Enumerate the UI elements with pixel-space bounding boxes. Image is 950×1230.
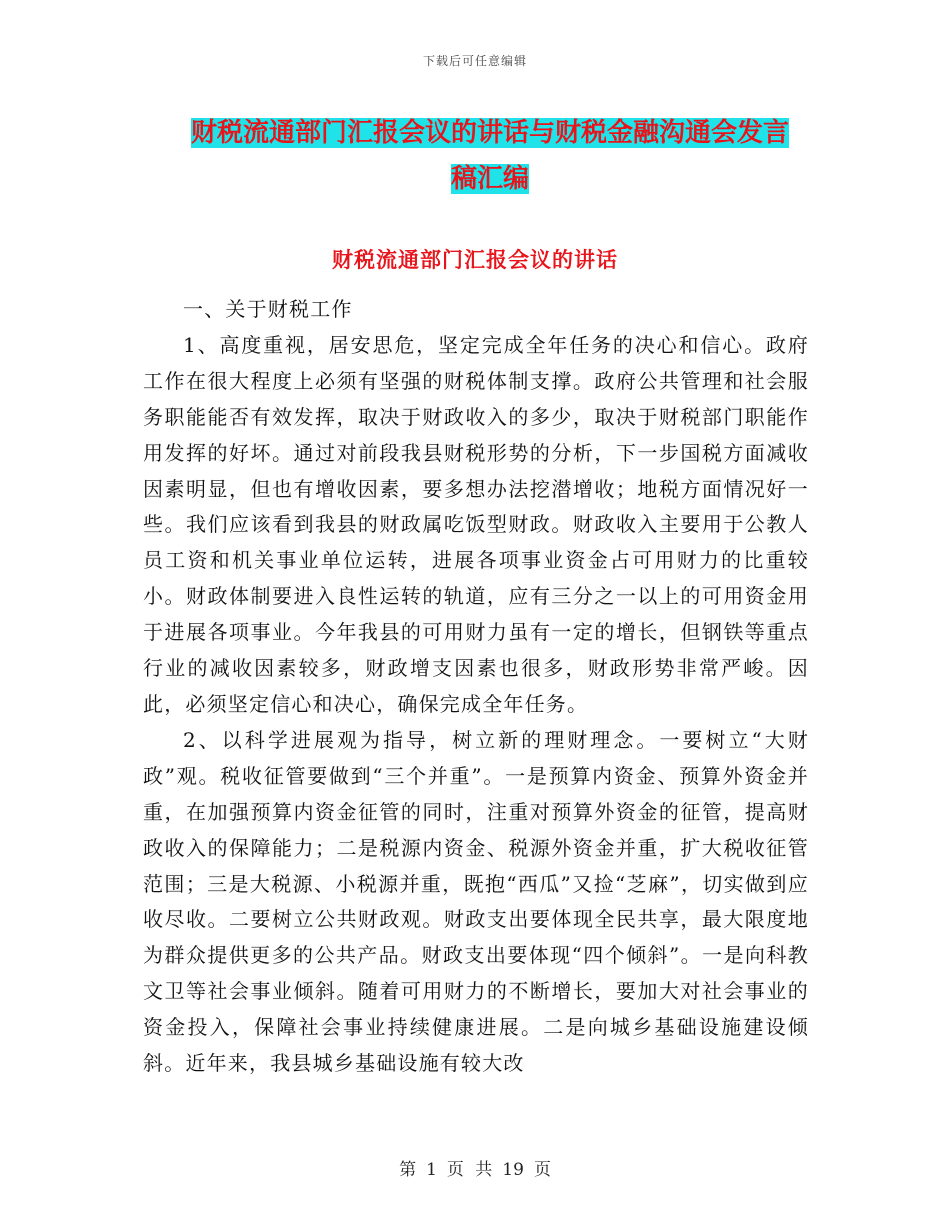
page-number: 1 bbox=[426, 1160, 437, 1180]
section-title: 财税流通部门汇报会议的讲话 bbox=[332, 247, 618, 272]
paragraph: 2、以科学进展观为指导，树立新的理财理念。一要树立“大财政”观。税收征管要做到“三个并重”。一是预算内资金、预算外资金并重，在加强预算内资金征管的同时，注重对预算外资金的征管，提高财政收入的保障能力；二是税源内资金、税源外资金并重，扩大税收征管范围；三是大税源、小税源并重，既抱“西瓜”又捡“芝麻”，切实做到应收尽收。二要树立公共财政观。财政支出要体现全民共享，最大限度地为群众提供更多的公共产品。财政支出要体现“四个倾斜”。一是向科教文卫等社会事业倾斜。随着可用财力的不断增长，要加大对社会事业的资金投入，保障社会事业持续健康进展。二是向城乡基础设施建设倾斜。近年来，我县城乡基础设施有较大改 bbox=[143, 727, 809, 1076]
paragraph: 1、高度重视，居安思危，坚定完成全年任务的决心和信心。政府工作在很大程度上必须有坚强的财税体制支撑。政府公共管理和社会服务职能能否有效发挥，取决于财政收入的多少，取决于财税部门职能作用发挥的好坏。通过对前段我县财税形势的分析，下一步国税方面减收因素明显，但也有增收因素，要多想办法挖潜增收；地税方面情况好一些。我们应该看到我县的财政属吃饭型财政。财政收入主要用于公教人员工资和机关事业单位运转，进展各项事业资金占可用财力的比重较小。财政体制要进入良性运转的轨道，应有三分之一以上的可用资金用于进展各项事业。今年我县的可用财力虽有一定的增长，但钢铁等重点行业的减收因素较多，财政增支因素也很多，财政形势非常严峻。因此，必须坚定信心和决心，确保完成全年任务。 bbox=[143, 332, 809, 716]
total-pages: 19 bbox=[502, 1160, 524, 1180]
footer-suffix: 页 bbox=[533, 1160, 551, 1180]
document-title-line2: 稿汇编 bbox=[450, 164, 529, 194]
footer-middle: 页 共 bbox=[446, 1160, 493, 1180]
paragraph-heading: 一、关于财税工作 bbox=[183, 297, 353, 321]
document-title bbox=[140, 110, 840, 202]
body-text bbox=[143, 292, 809, 1082]
header-note: 下载后可任意编辑 bbox=[422, 54, 527, 68]
footer-prefix: 第 bbox=[399, 1160, 417, 1180]
page-footer bbox=[0, 1155, 950, 1180]
document-title-line1: 财税流通部门汇报会议的讲话与财税金融沟通会发言 bbox=[190, 118, 789, 148]
